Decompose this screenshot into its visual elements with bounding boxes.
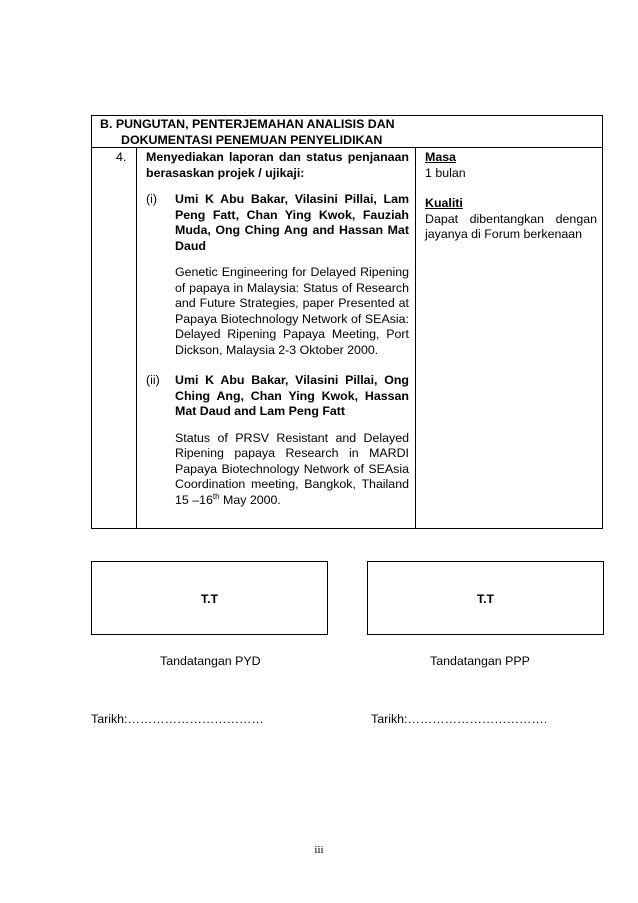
row-notes bbox=[425, 150, 597, 243]
section-title bbox=[100, 117, 420, 148]
item-description bbox=[175, 431, 409, 509]
row-number: 4. bbox=[116, 150, 127, 164]
section-header bbox=[92, 116, 602, 148]
list-item bbox=[146, 373, 409, 508]
signature-box-pyd bbox=[91, 561, 328, 635]
page-number: iii bbox=[314, 844, 324, 856]
research-table bbox=[91, 115, 603, 529]
signature-label-pyd: Tandatangan PYD bbox=[160, 654, 261, 668]
item-authors: Umi K Abu Bakar, Vilasini Pillai, Ong Ching Ang, Chan Ying Kwok, Hassan Mat Daud and Lam Peng Fatt bbox=[175, 373, 409, 418]
column-divider-1 bbox=[136, 148, 137, 528]
row-content bbox=[146, 150, 409, 508]
item-authors: Umi K Abu Bakar, Vilasini Pillai, Lam Peng Fatt, Chan Ying Kwok, Fauziah Muda, Ong Ching Ang and Hassan Mat Daud bbox=[175, 192, 409, 253]
section-title-line2: DOKUMENTASI PENEMUAN PENYELIDIKAN bbox=[121, 132, 383, 147]
section-title-line1: B. PUNGUTAN, PENTERJEMAHAN ANALISIS DAN bbox=[100, 117, 395, 131]
item-description-text: Status of PRSV Resistant and Delayed Ripening papaya Research in MARDI Papaya Biotechnology Network of SEAsia Coordination meeting, Bangkok, Thailand 15 –16 bbox=[175, 430, 409, 507]
kualiti-label: Kualiti bbox=[425, 196, 463, 210]
masa-label: Masa bbox=[425, 150, 456, 164]
item-description: Genetic Engineering for Delayed Ripening of papaya in Malaysia: Status of Research and Future Strategies, paper Presented at Papaya Biotechnology Network of SEAsia: Delayed Ripening Papaya Meeting, Port Dickson, Malaysia 2-3 Oktober 2000. bbox=[175, 265, 409, 357]
signature-box-text: T.T bbox=[476, 592, 495, 606]
column-divider-2 bbox=[415, 148, 416, 528]
date-field-left: Tarikh:…………………………… bbox=[91, 712, 264, 726]
spacer bbox=[425, 181, 597, 196]
date-field-right: Tarikh:……………………………. bbox=[371, 712, 548, 726]
row-heading: Menyediakan laporan dan status penjanaan berasaskan projek / ujikaji: bbox=[146, 150, 409, 180]
item-description-end: May 2000. bbox=[219, 492, 281, 507]
signature-box-ppp bbox=[367, 561, 604, 635]
masa-value: 1 bulan bbox=[425, 165, 466, 180]
item-roman: (ii) bbox=[146, 373, 160, 387]
kualiti-value: Dapat dibentangkan dengan jayanya di Forum berkenaan bbox=[425, 211, 597, 241]
signature-label-ppp: Tandatangan PPP bbox=[430, 654, 530, 668]
item-roman: (i) bbox=[146, 192, 158, 206]
signature-box-text: T.T bbox=[200, 592, 219, 606]
item-description-sup: th bbox=[212, 491, 220, 501]
list-item bbox=[146, 192, 409, 358]
